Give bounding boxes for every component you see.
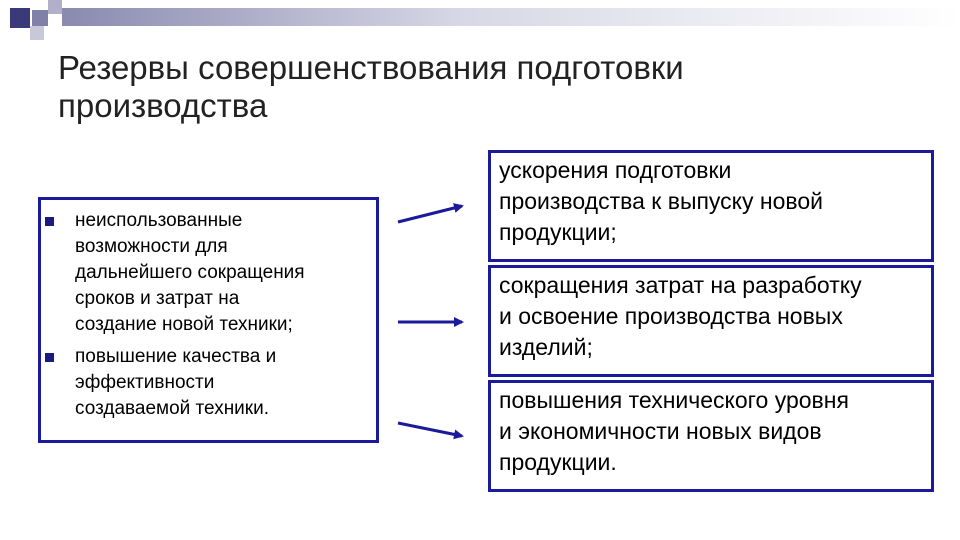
square-bullet-icon (45, 353, 54, 362)
box-text-line: и освоение производства новых (499, 303, 843, 329)
corner-decoration (0, 0, 960, 40)
decor-square-1 (10, 8, 30, 28)
list-item-line: сроков и затрат на (75, 288, 240, 309)
square-bullet-icon (45, 217, 54, 226)
list-item-line: дальнейшего сокращения (75, 262, 305, 283)
list-item-line: повышение качества и (75, 346, 277, 367)
arrow-right-down-icon (398, 423, 462, 436)
list-item-line: создаваемой техники. (75, 398, 269, 419)
reserves-list (41, 208, 375, 422)
box-text-line: продукции; (499, 219, 617, 245)
decor-square-2 (32, 10, 48, 26)
box-text-line: производства к выпуску новой (499, 188, 823, 214)
direction-box-acceleration (488, 150, 934, 262)
box-text-line: повышения технического уровня (499, 387, 849, 413)
box-text-line: ускорения подготовки (499, 157, 732, 183)
list-item-line: создание новой техники; (75, 314, 293, 335)
box-text-line: сокращения затрат на разработку (499, 272, 862, 298)
slide-title-line: производства (58, 87, 268, 124)
list-item-line: неиспользованные (75, 210, 243, 231)
list-item (41, 208, 375, 338)
arrow-right-up-icon (398, 206, 462, 222)
slide-title (58, 49, 838, 125)
slide-title-line: Резервы совершенствования подготовки (58, 49, 684, 86)
box-text-line: продукции. (499, 449, 617, 475)
box-text-line: изделий; (499, 334, 593, 360)
direction-box-cost-reduction (488, 265, 934, 377)
list-item-line: эффективности (75, 372, 215, 393)
header-gradient-band (62, 8, 960, 26)
decor-square-3 (48, 0, 62, 14)
decor-square-4 (30, 26, 44, 40)
box-text-line: и экономичности новых видов (499, 418, 822, 444)
direction-box-technical-level (488, 380, 934, 492)
list-item-line: возможности для (75, 236, 228, 257)
reserves-box (38, 197, 379, 443)
list-item (41, 344, 375, 422)
